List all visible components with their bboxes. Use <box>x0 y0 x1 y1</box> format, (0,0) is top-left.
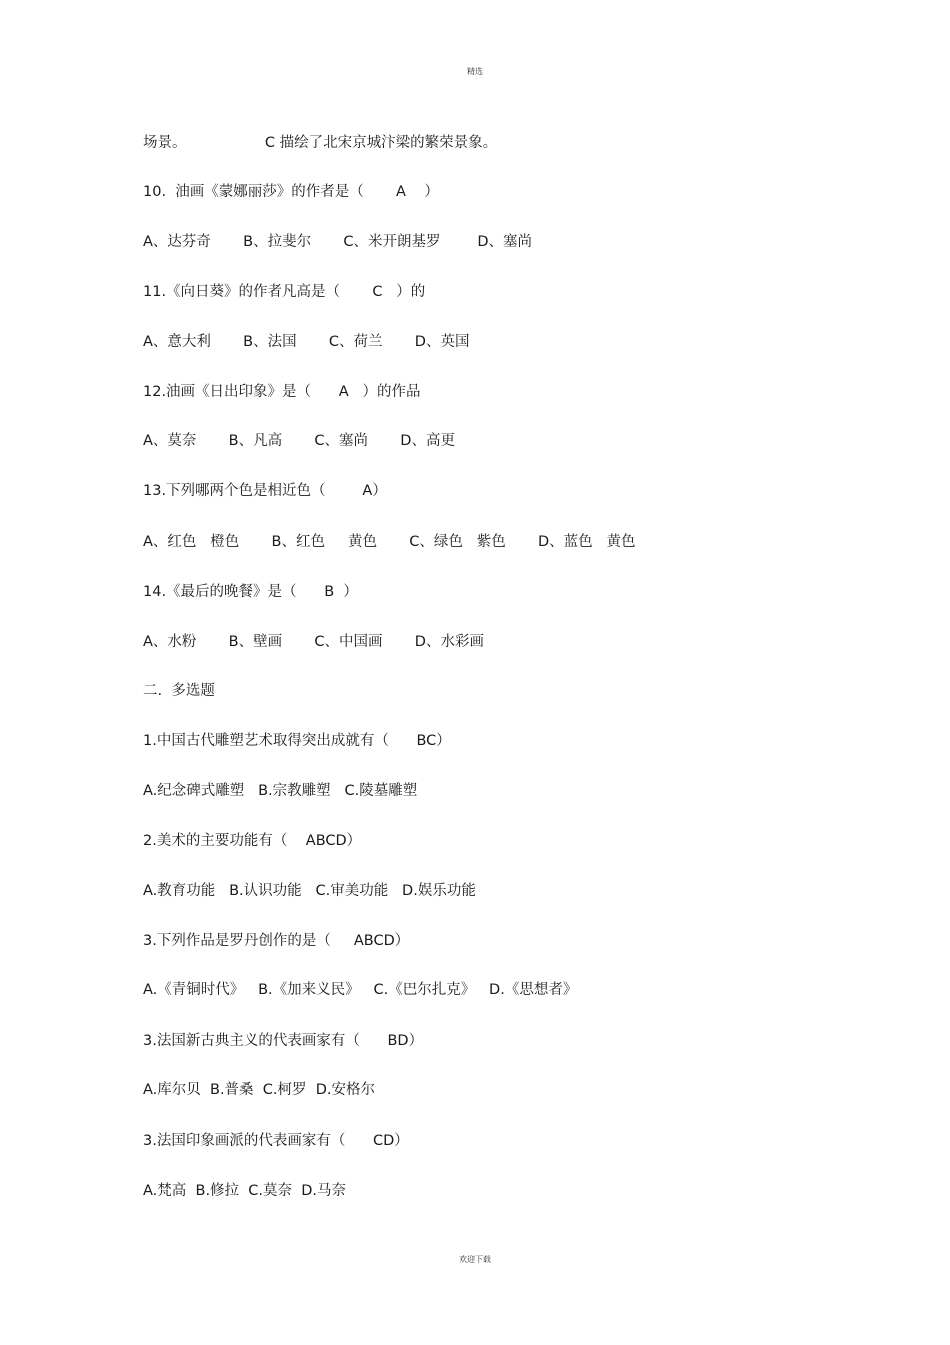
multi-options-1: A.纪念碑式雕塑 B.宗教雕塑 C.陵墓雕塑 <box>143 783 418 799</box>
options-11: A、意大利 B、法国 C、荷兰 D、英国 <box>143 334 470 350</box>
section-heading: 二. 多选题 <box>143 683 215 699</box>
options-10: A、达芬奇 B、拉斐尔 C、米开朗基罗 D、塞尚 <box>143 234 533 250</box>
multi-question-3c: 3.法国印象画派的代表画家有（ CD） <box>143 1133 409 1149</box>
multi-question-1: 1.中国古代雕塑艺术取得突出成就有（ BC） <box>143 733 451 749</box>
page-footer: 欢迎下载 <box>459 1255 491 1264</box>
question-14: 14.《最后的晚餐》是（ B ） <box>143 584 358 600</box>
multi-question-3b: 3.法国新古典主义的代表画家有（ BD） <box>143 1033 424 1049</box>
multi-options-3b: A.库尔贝 B.普桑 C.柯罗 D.安格尔 <box>143 1082 375 1098</box>
multi-options-3a: A.《青铜时代》 B.《加来义民》 C.《巴尔扎克》 D.《思想者》 <box>143 982 578 998</box>
multi-options-3c: A.梵高 B.修拉 C.莫奈 D.马奈 <box>143 1183 346 1199</box>
options-13: A、红色 橙色 B、红色 黄色 C、绿色 紫色 D、蓝色 黄色 <box>143 534 636 550</box>
multi-question-3a: 3.下列作品是罗丹创作的是（ ABCD） <box>143 933 410 949</box>
question-11: 11.《向日葵》的作者凡高是（ C ）的 <box>143 284 426 300</box>
multi-question-2: 2.美术的主要功能有（ ABCD） <box>143 833 362 849</box>
question-13: 13.下列哪两个色是相近色（ A） <box>143 483 387 499</box>
page-header: 精选 <box>467 67 483 76</box>
options-14: A、水粉 B、壁画 C、中国画 D、水彩画 <box>143 634 484 650</box>
text-line: 场景。 C 描绘了北宋京城汴梁的繁荣景象。 <box>143 135 498 151</box>
options-12: A、莫奈 B、凡高 C、塞尚 D、高更 <box>143 433 455 449</box>
question-12: 12.油画《日出印象》是（ A ）的作品 <box>143 384 421 400</box>
question-10: 10. 油画《蒙娜丽莎》的作者是（ A ） <box>143 184 439 200</box>
multi-options-2: A.教育功能 B.认识功能 C.审美功能 D.娱乐功能 <box>143 883 476 899</box>
